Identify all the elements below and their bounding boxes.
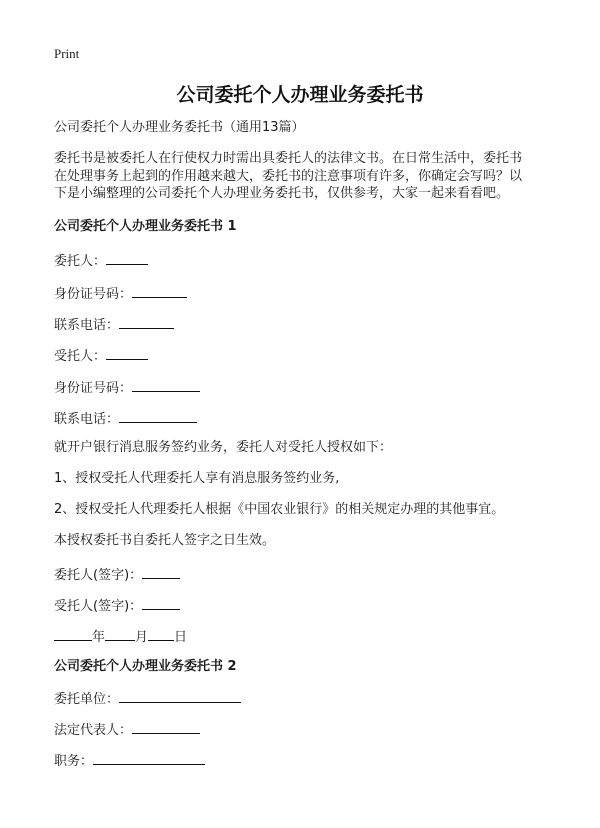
month-label: 月 [135,630,149,645]
agent-id-label: 身份证号码： [54,381,133,396]
year-label: 年 [92,630,106,645]
legal-rep-field [54,720,200,740]
agent-phone-label: 联系电话： [54,412,120,427]
legal-rep-blank [132,720,200,734]
agent-signature-label: 受托人(签字)： [54,599,143,614]
print-link[interactable]: Print [54,46,80,61]
date-field [54,627,187,647]
unit-label: 委托单位： [54,692,120,707]
intro-line: 在处理事务上起到的作用越来越大，委托书的注意事项有许多，你确定会写吗？以 [54,168,523,184]
position-blank [93,751,205,765]
effective-statement: 本授权委托书自委托人签字之日生效。 [54,533,276,548]
intro-line: 下是小编整理的公司委托个人办理业务委托书，仅供参考，大家一起来看看吧。 [54,186,510,201]
day-label: 日 [174,630,188,645]
agent-id-field [54,378,200,398]
unit-blank [119,689,241,703]
agent-label: 受托人： [54,349,107,364]
agent-signature-field [54,596,180,616]
principal-signature-field [54,565,180,585]
principal-id-label: 身份证号码： [54,287,133,302]
principal-id-blank [132,284,187,298]
principal-signature-label: 委托人(签字)： [54,568,143,583]
agent-field [54,346,148,366]
day-blank [148,627,174,641]
intro-paragraph [54,150,550,203]
document-subtitle: 公司委托个人办理业务委托书（通用13篇） [54,120,305,135]
section-1-heading: 公司委托个人办理业务委托书 1 [54,219,237,234]
agent-phone-blank [119,409,197,423]
principal-signature-blank [142,565,180,579]
principal-field [54,251,148,271]
unit-field [54,689,241,709]
agent-id-blank [132,378,200,392]
legal-rep-label: 法定代表人： [54,723,133,738]
principal-blank [106,251,148,265]
authorization-intro: 就开户银行消息服务签约业务，委托人对受托人授权如下： [54,440,393,455]
year-blank [54,627,92,641]
position-field [54,751,205,771]
principal-phone-field [54,315,174,335]
section-2-heading: 公司委托个人办理业务委托书 2 [54,659,237,674]
position-label: 职务： [54,754,94,769]
agent-signature-blank [142,596,180,610]
agent-phone-field [54,409,197,429]
principal-phone-label: 联系电话： [54,318,120,333]
principal-phone-blank [119,315,174,329]
principal-id-field [54,284,187,304]
authorization-item-2: 2、授权受托人代理委托人根据《中国农业银行》的相关规定办理的其他事宜。 [54,502,505,517]
month-blank [105,627,135,641]
authorization-item-1: 1、授权受托人代理委托人享有消息服务签约业务, [54,471,340,486]
agent-blank [106,346,148,360]
document-title: 公司委托个人办理业务委托书 [176,84,424,106]
principal-label: 委托人： [54,254,107,269]
intro-line: 委托书是被委托人在行使权力时需出具委托人的法律文书。在日常生活中，委托书 [54,151,523,166]
